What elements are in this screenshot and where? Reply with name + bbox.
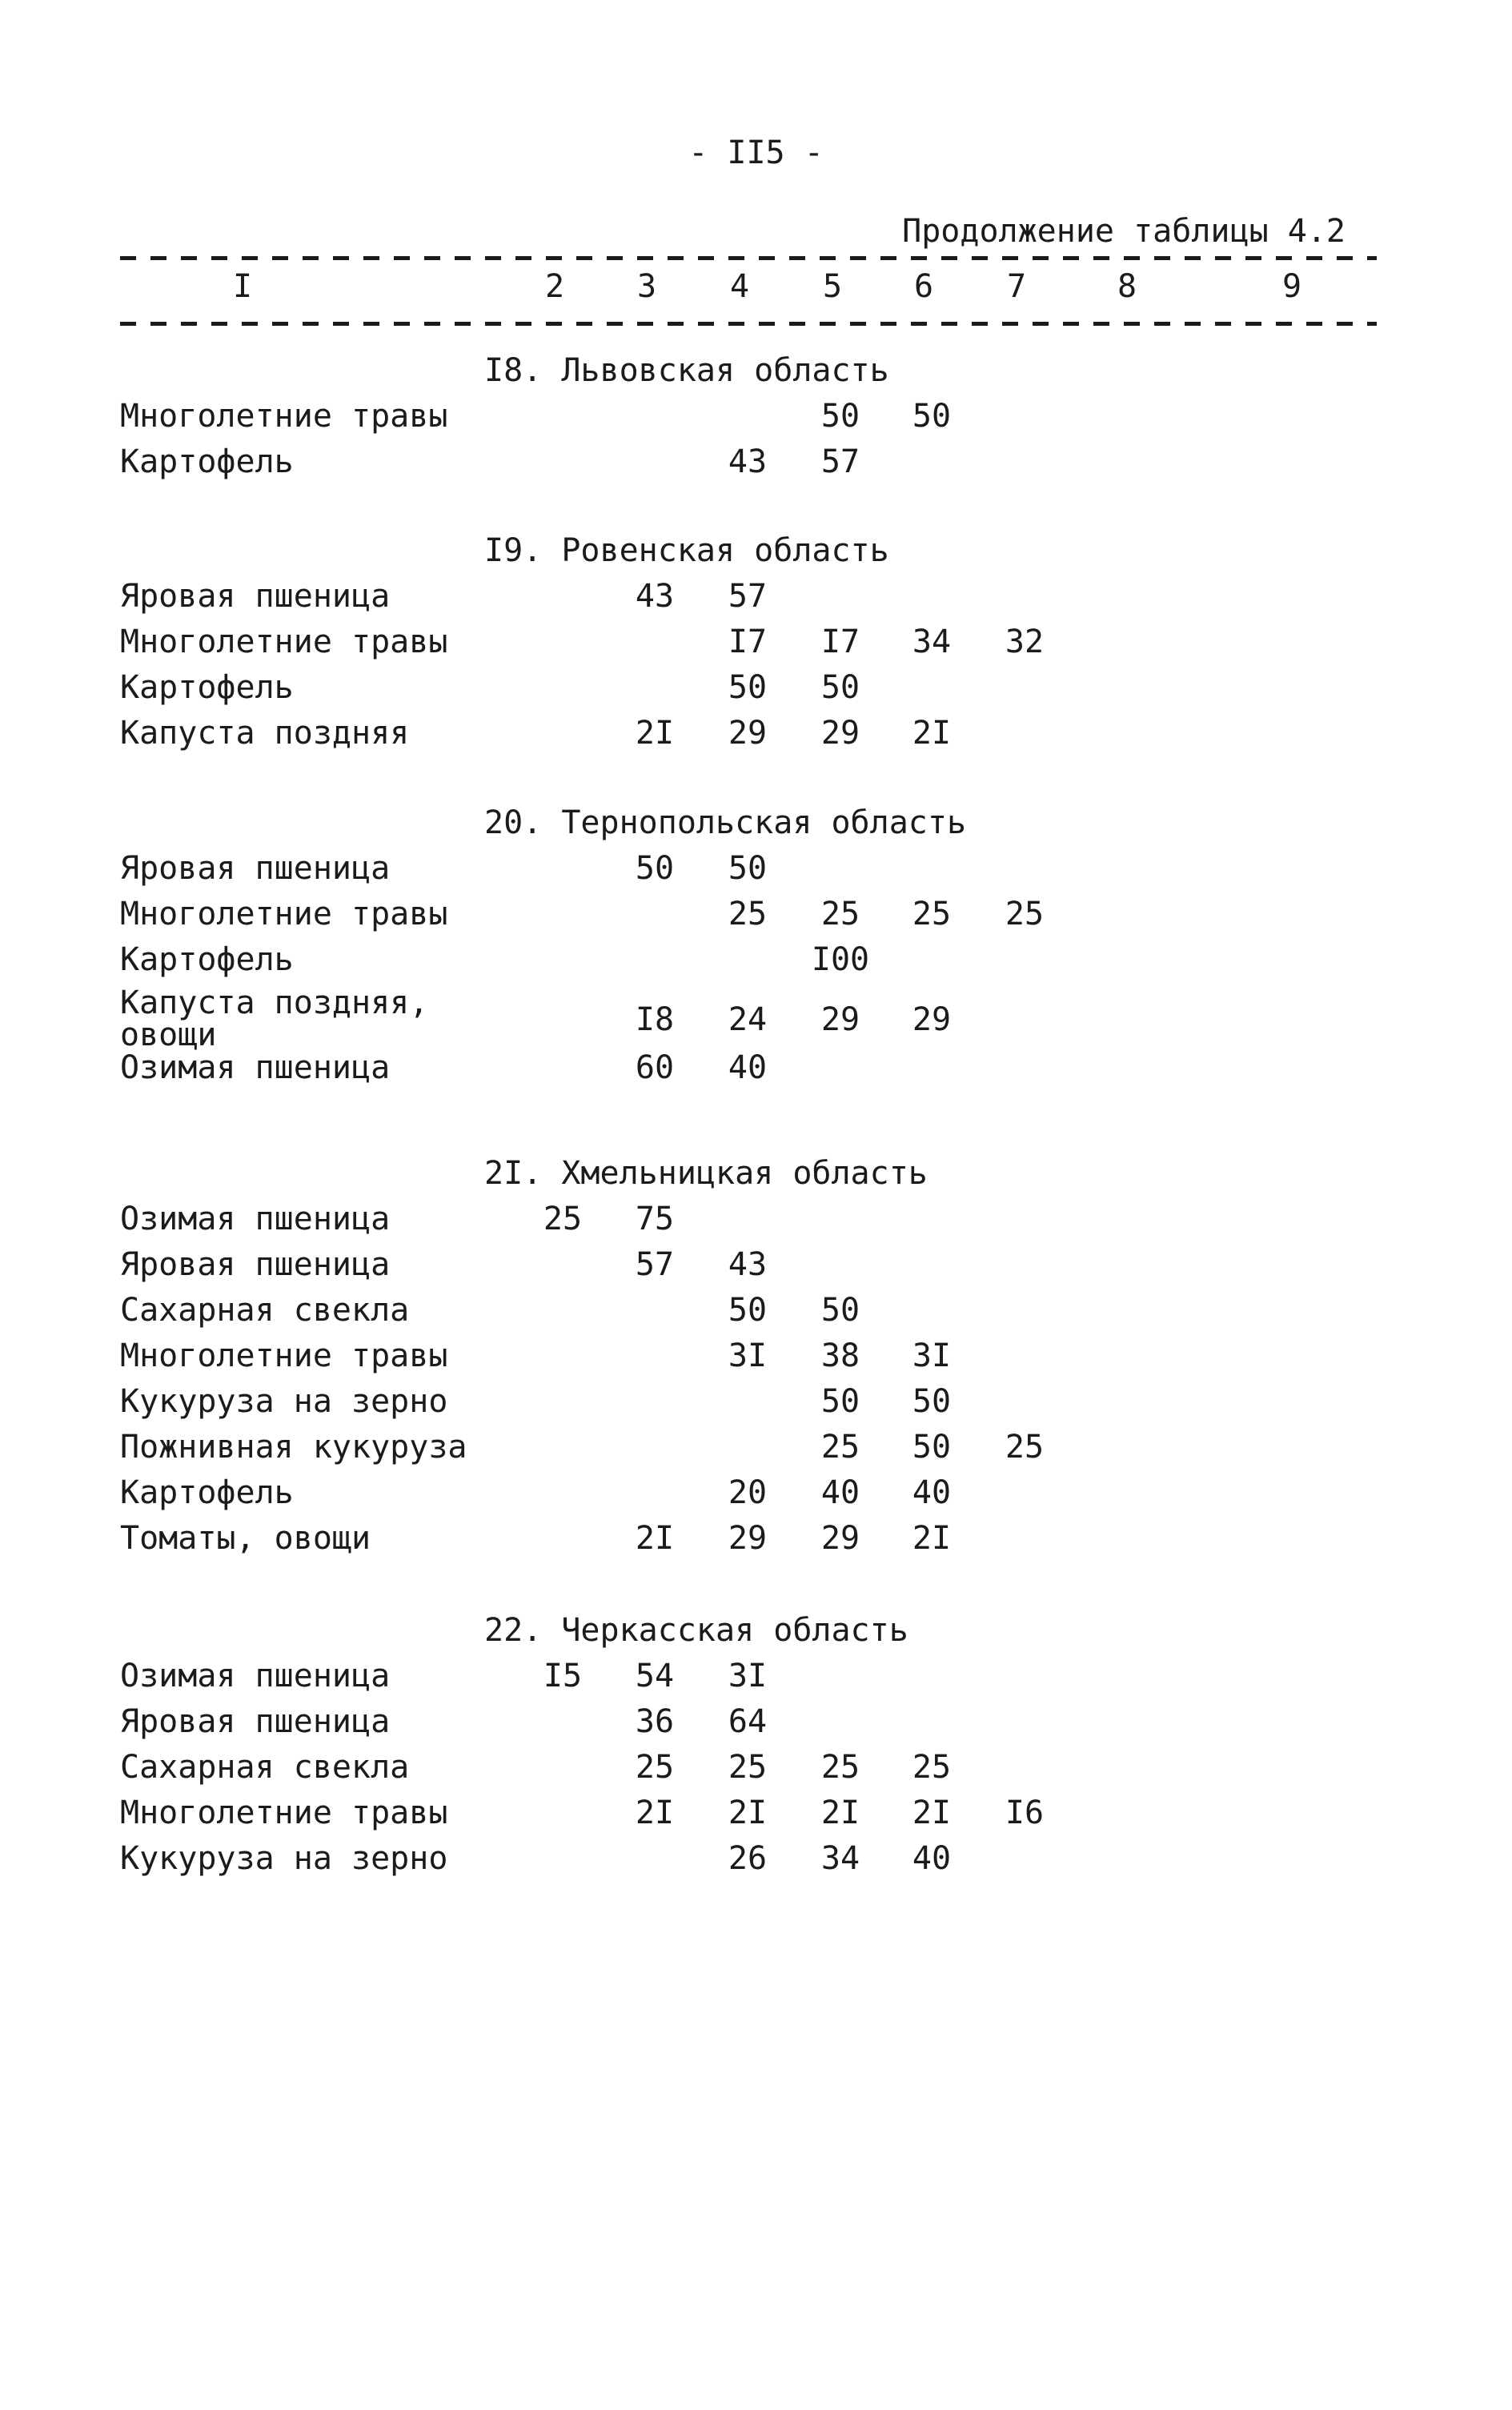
table-cell-col-5: 50 — [820, 669, 860, 706]
header-col-9: 9 — [1281, 268, 1302, 305]
row-label: Озимая пшеница — [120, 1049, 391, 1086]
table-cell-col-5: 2I — [820, 1794, 860, 1831]
row-label: Яровая пшеница — [120, 1246, 391, 1283]
table-cell-col-4: 29 — [728, 1520, 768, 1557]
table-cell-col-3: 60 — [635, 1049, 675, 1086]
row-label: Многолетние травы — [120, 624, 448, 660]
table-cell-col-6: 25 — [912, 1749, 952, 1786]
row-label: Капуста поздняя — [120, 715, 410, 752]
row-label: Кукуруза на зерно — [120, 1383, 448, 1420]
table-cell-col-3: 75 — [635, 1201, 675, 1237]
table-cell-col-5: 38 — [820, 1337, 860, 1374]
table-cell-col-5: 29 — [820, 1001, 860, 1038]
table-cell-col-2: 25 — [543, 1201, 583, 1237]
row-label: Картофель — [120, 669, 294, 706]
row-label: Пожнивная кукуруза — [120, 1429, 467, 1466]
table-cell-col-6: 34 — [912, 624, 952, 660]
table-cell-col-4: 2I — [728, 1794, 768, 1831]
row-label: Многолетние травы — [120, 398, 448, 435]
table-cell-col-5: 57 — [820, 443, 860, 480]
table-cell-col-6: 29 — [912, 1001, 952, 1038]
row-label-line: овощи — [120, 1017, 217, 1053]
row-label: Томаты, овощи — [120, 1520, 371, 1557]
table-cell-col-3: 43 — [635, 578, 675, 615]
table-cell-col-5: 29 — [820, 715, 860, 752]
row-label: Яровая пшеница — [120, 1703, 391, 1740]
row-label: Картофель — [120, 1474, 294, 1511]
table-cell-col-5: 29 — [820, 1520, 860, 1557]
table-cell-col-7: 25 — [1005, 1429, 1045, 1466]
table-cell-col-4: 40 — [728, 1049, 768, 1086]
table-cell-col-5: 50 — [820, 1383, 860, 1420]
header-col-2: 2 — [544, 268, 565, 305]
header-col-7: 7 — [1006, 268, 1027, 305]
table-cell-col-4: 25 — [728, 1749, 768, 1786]
table-cell-col-4: 64 — [728, 1703, 768, 1740]
table-cell-col-4: 25 — [728, 896, 768, 932]
table-cell-col-7: 32 — [1005, 624, 1045, 660]
table-cell-col-6: 50 — [912, 1383, 952, 1420]
row-label: Кукуруза на зерно — [120, 1840, 448, 1877]
table-cell-col-3: 50 — [635, 850, 675, 887]
table-cell-col-7: I6 — [1005, 1794, 1045, 1831]
table-cell-col-6: 3I — [912, 1337, 952, 1374]
table-cell-col-6: 50 — [912, 1429, 952, 1466]
table-cell-col-5: I7 — [820, 624, 860, 660]
row-label: Озимая пшеница — [120, 1201, 391, 1237]
table-cell-col-3: 2I — [635, 715, 675, 752]
row-label-line: Капуста поздняя, — [120, 984, 429, 1021]
table-cell-col-6: 25 — [912, 896, 952, 932]
table-cell-col-5: 40 — [820, 1474, 860, 1511]
section-title: 2I. Хмельницкая область — [484, 1155, 928, 1192]
table-cell-col-5: 25 — [820, 896, 860, 932]
header-col-5: 5 — [822, 268, 843, 305]
header-col-8: 8 — [1117, 268, 1137, 305]
section-title: I9. Ровенская область — [484, 532, 889, 569]
row-label — [120, 984, 429, 1053]
section-title: 20. Тернопольская область — [484, 804, 967, 841]
table-cell-col-4: 3I — [728, 1337, 768, 1374]
header-col-1: I — [232, 268, 253, 305]
table-cell-col-2: I5 — [543, 1658, 583, 1694]
table-cell-col-5: 25 — [820, 1749, 860, 1786]
header-col-6: 6 — [913, 268, 934, 305]
table-cell-col-6: 50 — [912, 398, 952, 435]
table-continuation-caption: Продолжение таблицы 4.2 — [902, 213, 1346, 250]
table-cell-col-3: I8 — [635, 1001, 675, 1038]
header-col-4: 4 — [729, 268, 750, 305]
table-cell-col-4: 57 — [728, 578, 768, 615]
table-cell-col-3: 36 — [635, 1703, 675, 1740]
table-cell-col-6: 2I — [912, 1520, 952, 1557]
header-rule-bottom — [120, 322, 1377, 326]
table-cell-col-3: 2I — [635, 1520, 675, 1557]
header-col-3: 3 — [636, 268, 657, 305]
table-cell-col-6: 40 — [912, 1840, 952, 1877]
table-cell-col-4: 43 — [728, 443, 768, 480]
table-cell-col-5: 50 — [820, 398, 860, 435]
row-label: Озимая пшеница — [120, 1658, 391, 1694]
row-label: Картофель — [120, 941, 294, 978]
table-cell-col-4: 26 — [728, 1840, 768, 1877]
row-label: Многолетние травы — [120, 1337, 448, 1374]
table-cell-col-4: 50 — [728, 669, 768, 706]
table-cell-col-7: 25 — [1005, 896, 1045, 932]
table-cell-col-5: 25 — [820, 1429, 860, 1466]
section-title: I8. Львовская область — [484, 352, 889, 389]
table-cell-col-3: 54 — [635, 1658, 675, 1694]
table-cell-col-5: I00 — [811, 941, 870, 978]
section-title: 22. Черкасская область — [484, 1612, 908, 1649]
table-cell-col-6: 2I — [912, 1794, 952, 1831]
header-rule-top — [120, 256, 1377, 260]
table-cell-col-5: 50 — [820, 1292, 860, 1329]
row-label: Яровая пшеница — [120, 578, 391, 615]
table-cell-col-4: 43 — [728, 1246, 768, 1283]
table-cell-col-5: 34 — [820, 1840, 860, 1877]
table-cell-col-4: 24 — [728, 1001, 768, 1038]
page-number: - II5 - — [688, 134, 824, 171]
table-cell-col-4: 50 — [728, 1292, 768, 1329]
row-label: Яровая пшеница — [120, 850, 391, 887]
table-cell-col-3: 2I — [635, 1794, 675, 1831]
row-label: Картофель — [120, 443, 294, 480]
row-label: Многолетние травы — [120, 1794, 448, 1831]
table-cell-col-3: 25 — [635, 1749, 675, 1786]
table-cell-col-4: 3I — [728, 1658, 768, 1694]
table-cell-col-6: 2I — [912, 715, 952, 752]
row-label: Сахарная свекла — [120, 1292, 410, 1329]
table-cell-col-4: I7 — [728, 624, 768, 660]
table-cell-col-4: 20 — [728, 1474, 768, 1511]
row-label: Многолетние травы — [120, 896, 448, 932]
table-cell-col-4: 29 — [728, 715, 768, 752]
row-label: Сахарная свекла — [120, 1749, 410, 1786]
table-cell-col-3: 57 — [635, 1246, 675, 1283]
table-cell-col-6: 40 — [912, 1474, 952, 1511]
table-cell-col-4: 50 — [728, 850, 768, 887]
